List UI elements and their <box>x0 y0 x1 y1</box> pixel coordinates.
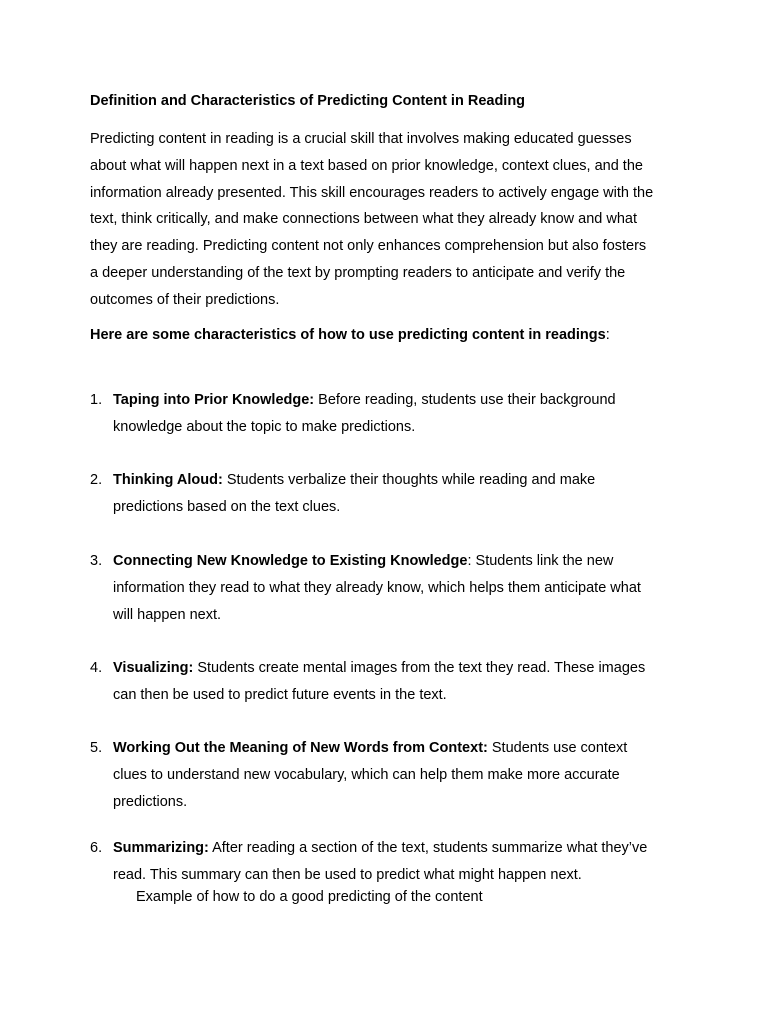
list-item-text: : Students link the new <box>467 553 614 569</box>
list-item-term: Summarizing: <box>113 840 209 856</box>
list-item-line: can then be used to predict future events in the text. <box>113 686 447 703</box>
list-item-first-line <box>113 387 693 414</box>
intro-line: outcomes of their predictions. <box>90 291 280 308</box>
list-item-first-line <box>113 467 693 494</box>
intro-paragraph <box>90 126 690 314</box>
lead-colon: : <box>605 327 610 343</box>
intro-line: information already presented. This skill encourages readers to actively engage with the <box>90 184 654 201</box>
list-item-term: Visualizing: <box>113 660 194 676</box>
list-item-line: information they read to what they already know, which helps them anticipate what <box>113 579 641 596</box>
list-item-first-line <box>113 735 693 762</box>
list-item-body <box>113 467 693 521</box>
list-item-text: After reading a section of the text, students summarize what they’ve <box>208 840 648 856</box>
list-item-body <box>113 655 693 709</box>
list-item-body <box>113 387 693 441</box>
characteristics-lead <box>90 327 610 343</box>
list-item-number: 5. <box>90 740 103 756</box>
intro-line: Predicting content in reading is a crucial skill that involves making educated guesses <box>90 131 632 147</box>
list-item-text: Students use context <box>487 740 628 756</box>
list-item-term: Connecting New Knowledge to Existing Knowledge <box>113 553 468 569</box>
list-item-line: predictions. <box>113 793 188 810</box>
intro-line: they are reading. Predicting content not only enhances comprehension but also fosters <box>90 238 647 255</box>
lead-bold-text: Here are some characteristics of how to use predicting content in readings <box>90 327 606 343</box>
list-item-text: Before reading, students use their background <box>314 392 616 408</box>
list-item-body <box>113 735 693 815</box>
intro-line: text, think critically, and make connections between what they already know and what <box>90 211 637 228</box>
list-item-number: 1. <box>90 392 103 408</box>
list-item-number: 2. <box>90 472 103 488</box>
list-item-first-line <box>113 835 693 862</box>
list-item-number: 4. <box>90 660 103 676</box>
list-item-term: Taping into Prior Knowledge: <box>113 392 315 408</box>
list-item-line: predictions based on the text clues. <box>113 498 341 515</box>
list-item-body <box>113 548 693 628</box>
list-item-body <box>113 835 693 889</box>
intro-line: a deeper understanding of the text by prompting readers to anticipate and verify the <box>90 264 626 281</box>
list-item-first-line <box>113 655 693 682</box>
list-item-first-line <box>113 548 693 575</box>
list-item-line: read. This summary can then be used to predict what might happen next. <box>113 866 582 883</box>
list-item-term: Thinking Aloud: <box>113 472 223 488</box>
section-heading: Definition and Characteristics of Predicting Content in Reading <box>90 93 526 109</box>
list-item-number: 6. <box>90 840 103 856</box>
list-item-text: Students create mental images from the text they read. These images <box>193 660 646 676</box>
list-item-line: clues to understand new vocabulary, which can help them make more accurate <box>113 766 620 783</box>
list-item-line: knowledge about the topic to make predictions. <box>113 418 416 435</box>
list-item-term: Working Out the Meaning of New Words from Context: <box>113 740 488 756</box>
list-item-text: Students verbalize their thoughts while reading and make <box>222 472 596 488</box>
list-item-number: 3. <box>90 553 103 569</box>
intro-line: about what will happen next in a text based on prior knowledge, context clues, and the <box>90 157 643 174</box>
list-item-line: will happen next. <box>113 606 222 623</box>
example-line: Example of how to do a good predicting of the content <box>136 889 483 905</box>
